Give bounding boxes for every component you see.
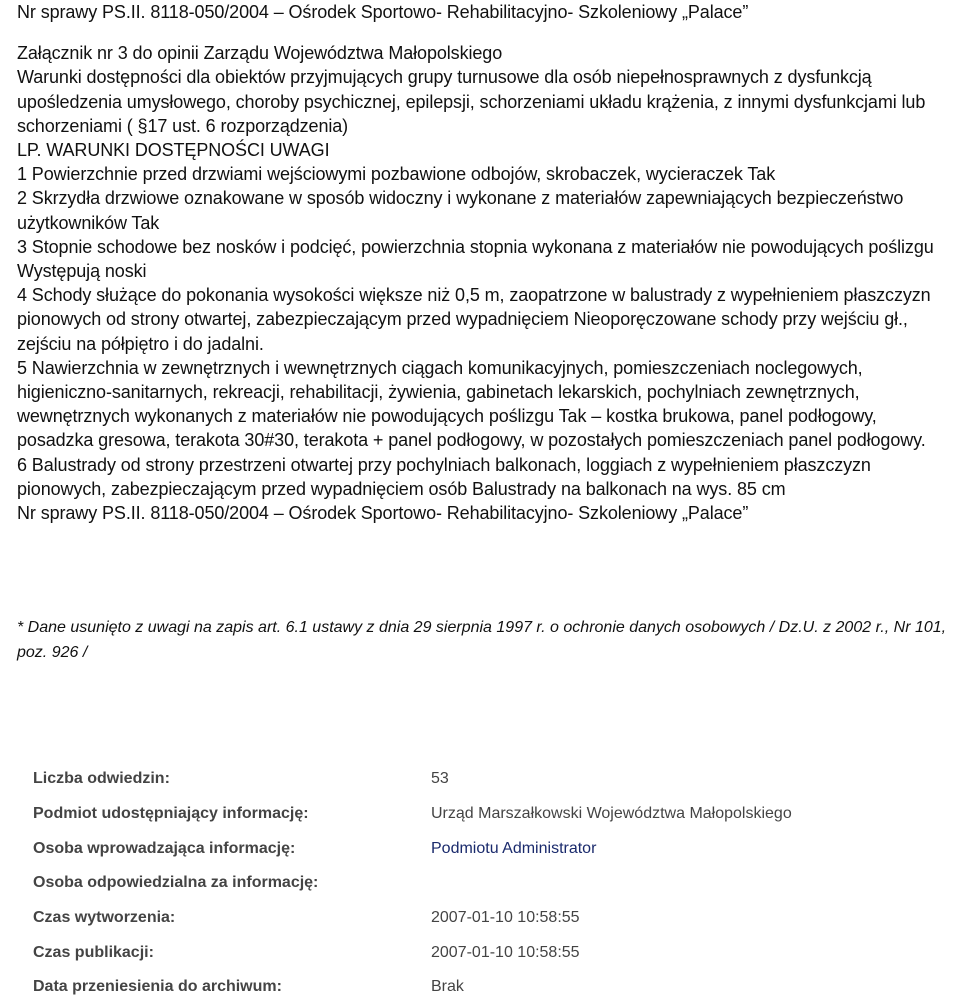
info-value: 53 bbox=[431, 770, 449, 788]
info-value bbox=[431, 866, 933, 901]
info-row-provider bbox=[33, 797, 933, 832]
case-title-top: Nr sprawy PS.II. 8118-050/2004 – Ośrodek Sportowo- Rehabilitacyjno- Szkoleniowy „Palace” bbox=[17, 2, 749, 22]
doc-line-item-6: 6 Balustrady od strony przestrzeni otwartej przy pochylniach balkonach, loggiach z wypełnieniem płaszczyzn pionowych, zabezpieczającym przed wypadnięciem osób Balustrady na balkonach na wys. 85 cm bbox=[17, 454, 871, 499]
doc-line-item-2: 2 Skrzydła drzwiowe oznakowane w sposób widoczny i wykonane z materiałów zapewniających bezpieczeństwo użytkowników Tak bbox=[17, 188, 904, 233]
doc-line-item-1: 1 Powierzchnie przed drzwiami wejściowymi pozbawione odbojów, skrobaczek, wycieraczek Tak bbox=[17, 164, 776, 185]
info-label: Osoba wprowadzająca informację: bbox=[33, 839, 296, 857]
document-body bbox=[17, 0, 957, 525]
info-label: Liczba odwiedzin: bbox=[33, 770, 170, 788]
info-label: Czas publikacji: bbox=[33, 943, 154, 961]
info-label: Czas wytworzenia: bbox=[33, 909, 176, 927]
info-label: Podmiot udostępniający informację: bbox=[33, 805, 309, 823]
info-row-visits bbox=[33, 762, 933, 797]
info-value: 2007-01-10 10:58:55 bbox=[431, 943, 580, 961]
doc-line-item-3: 3 Stopnie schodowe bez nosków i podcięć, powierzchnia stopnia wykonana z materiałów nie powodujących poślizgu Występują noski bbox=[17, 236, 934, 282]
case-title-bottom: Nr sprawy PS.II. 8118-050/2004 – Ośrodek Sportowo- Rehabilitacyjno- Szkoleniowy „Palace” bbox=[17, 503, 749, 524]
info-value: Urząd Marszałkowski Województwa Małopolskiego bbox=[431, 805, 792, 823]
footnote: * Dane usunięto z uwagi na zapis art. 6.1 ustawy z dnia 29 sierpnia 1997 r. o ochronie danych osobowych / Dz.U. z 2002 r., Nr 101, poz. 926 / bbox=[17, 619, 947, 661]
info-value: 2007-01-10 10:58:55 bbox=[431, 909, 580, 927]
info-value: Brak bbox=[431, 978, 464, 996]
info-row-published bbox=[33, 935, 933, 970]
doc-line-annex: Załącznik nr 3 do opinii Zarządu Województwa Małopolskiego bbox=[17, 43, 503, 64]
entered-by-link[interactable]: Podmiotu Administrator bbox=[431, 839, 597, 857]
doc-line-header: LP. WARUNKI DOSTĘPNOŚCI UWAGI bbox=[17, 140, 330, 161]
info-row-responsible bbox=[33, 866, 933, 901]
info-row-archived bbox=[33, 970, 933, 1005]
info-value-cell bbox=[431, 831, 933, 866]
info-row-created bbox=[33, 901, 933, 936]
info-label: Data przeniesienia do archiwum: bbox=[33, 978, 282, 996]
info-label: Osoba odpowiedzialna za informację: bbox=[33, 874, 319, 892]
doc-line-conditions: Warunki dostępności dla obiektów przyjmujących grupy turnusowe dla osób niepełnosprawnych z dysfunkcją upośledzenia umysłowego, choroby psychicznej, epilepsji, schorzeniami układu krążenia, z innymi dysfunkcjami lub schorzeniami ( §17 ust. 6 rozporządzenia) bbox=[17, 67, 926, 136]
info-table bbox=[33, 762, 933, 1005]
doc-line-item-5: 5 Nawierzchnia w zewnętrznych i wewnętrznych ciągach komunikacyjnych, pomieszczeniach noclegowych, higieniczno-sanitarnych, rekreacji, rehabilitacji, żywienia, gabinetach lekarskich, pochylniach zewnętrznych, wewnętrznych wykonanych z materiałów nie powodujących poślizgu Tak – kostka brukowa, panel podłogowy, posadzka gresowa, terakota 30#30, terakota + panel podłogowy, w pozostałych pomieszczeniach panel podłogowy. bbox=[17, 357, 926, 451]
doc-line-item-4: 4 Schody służące do pokonania wysokości większe niż 0,5 m, zaopatrzone w balustrady z wypełnieniem płaszczyzn pionowych od strony otwartej, zabezpieczającym przed wypadnięciem Nieoporęczowane schody przy wejściu gł., zejściu na półpiętro i do jadalni. bbox=[17, 285, 931, 354]
info-row-entered-by bbox=[33, 831, 933, 866]
